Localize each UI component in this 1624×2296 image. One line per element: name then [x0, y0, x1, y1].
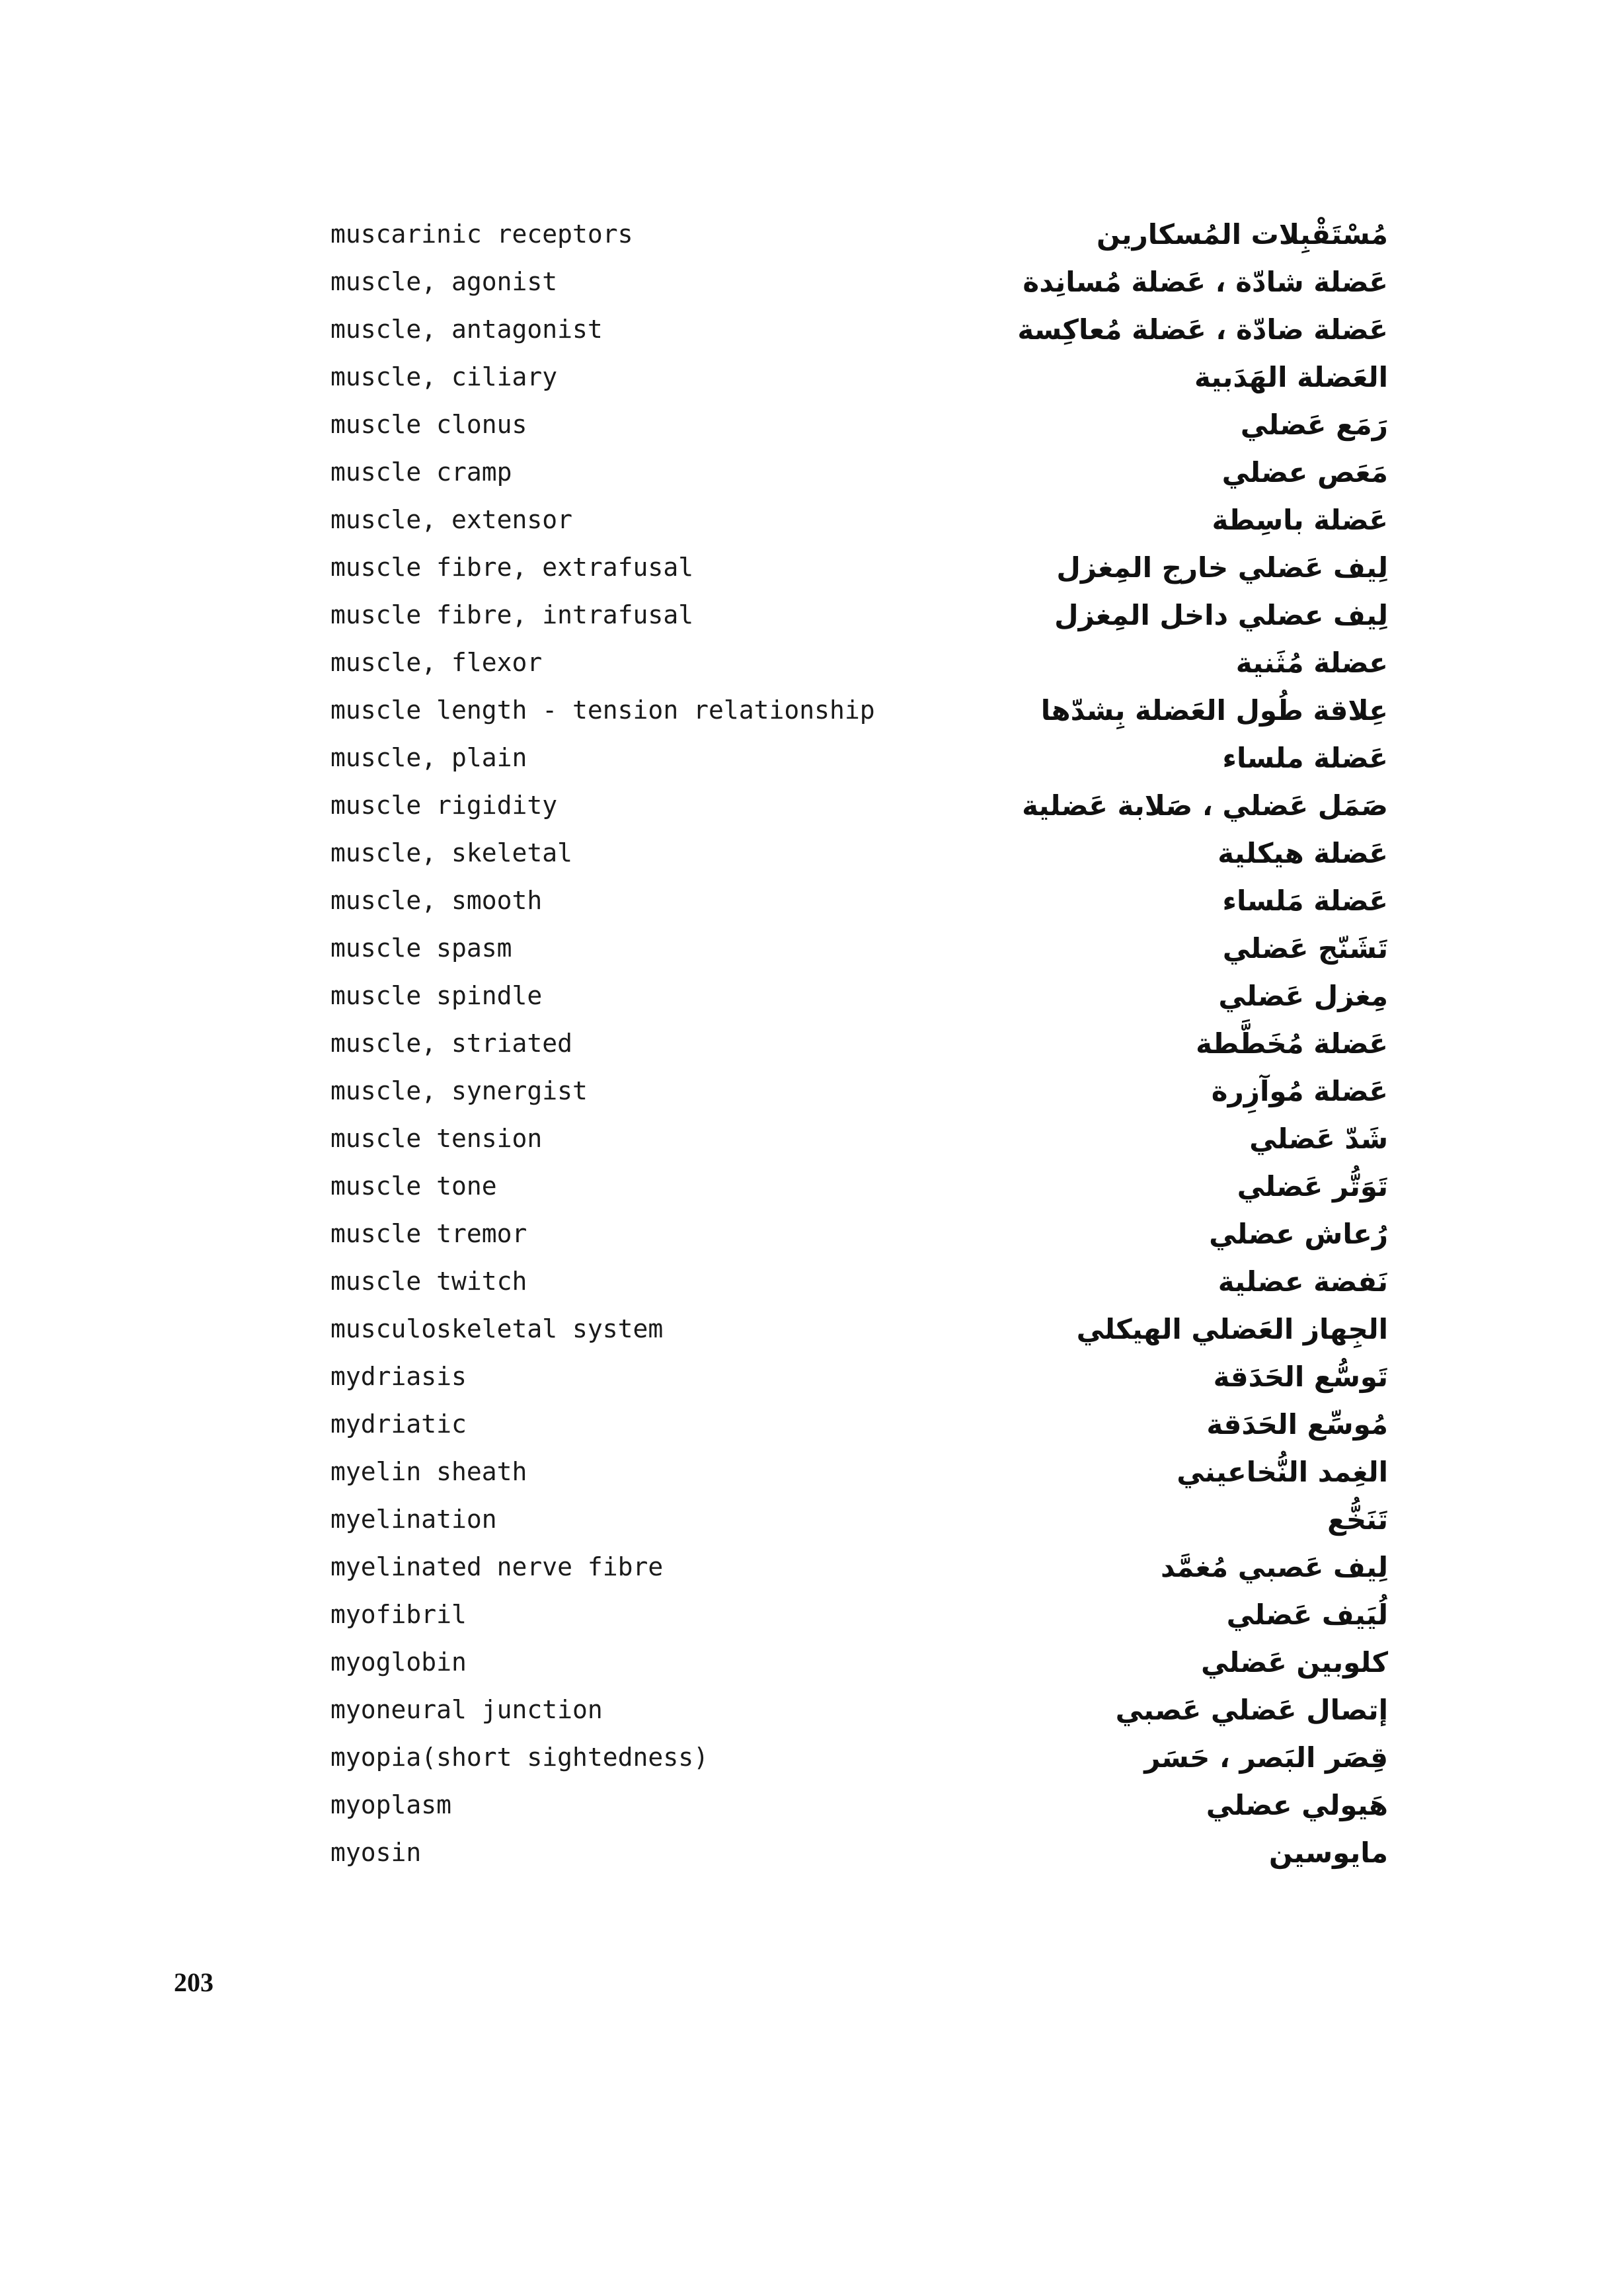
arabic-term: لِيف عضلي داخل المِغزل: [1054, 598, 1388, 631]
arabic-term: عضلة مُثَنية: [1235, 646, 1388, 679]
english-term: muscle clonus: [330, 410, 527, 439]
english-term: muscle, flexor: [330, 648, 543, 677]
glossary-entry: [330, 353, 1388, 401]
arabic-term: تَنَخُّع: [1327, 1503, 1388, 1536]
glossary-entry: [330, 1591, 1388, 1638]
english-term: muscle tone: [330, 1171, 497, 1201]
english-term: muscle, antagonist: [330, 315, 603, 344]
glossary-list: [330, 210, 1388, 1876]
glossary-entry: [330, 591, 1388, 639]
glossary-entry: [330, 924, 1388, 972]
english-term: muscle cramp: [330, 457, 512, 487]
english-term: muscle tension: [330, 1124, 543, 1153]
arabic-term: تَوَتُّر عَضلي: [1237, 1169, 1388, 1203]
arabic-term: مايوسين: [1268, 1836, 1388, 1869]
arabic-term: إتصال عَضلي عَصبي: [1115, 1693, 1388, 1726]
english-term: muscle fibre, extrafusal: [330, 553, 694, 582]
glossary-entry: [330, 829, 1388, 877]
glossary-entry: [330, 1495, 1388, 1543]
english-term: muscle spasm: [330, 933, 512, 963]
english-term: muscle, smooth: [330, 886, 543, 915]
arabic-term: رُعاش عضلي: [1209, 1217, 1388, 1250]
arabic-term: عَضلة مُخَطَّطة: [1196, 1027, 1388, 1060]
english-term: mydriatic: [330, 1409, 467, 1439]
english-term: myelination: [330, 1505, 497, 1534]
glossary-entry: [330, 877, 1388, 924]
english-term: muscle fibre, intrafusal: [330, 600, 694, 629]
english-term: myoglobin: [330, 1647, 467, 1677]
glossary-entry: [330, 1400, 1388, 1448]
arabic-term: مَعَص عضلي: [1221, 455, 1388, 489]
arabic-term: عِلاقة طُول العَضلة بِشدّها: [1040, 693, 1388, 727]
glossary-entry: [330, 781, 1388, 829]
english-term: myopia(short sightedness): [330, 1743, 709, 1772]
english-term: muscle rigidity: [330, 791, 558, 820]
english-term: myelinated nerve fibre: [330, 1552, 664, 1581]
arabic-term: صَمَل عَضلي ، صَلابة عَضلية: [1022, 789, 1388, 822]
arabic-term: لِيف عَصبي مُغمَّد: [1160, 1550, 1388, 1583]
arabic-term: مُسْتَقْبِلات المُسكارين: [1097, 218, 1388, 251]
arabic-term: الغِمد النُّخاعيني: [1177, 1455, 1388, 1488]
arabic-term: شَدّ عَضلي: [1249, 1122, 1388, 1155]
glossary-entry: [330, 1733, 1388, 1781]
glossary-entry: [330, 305, 1388, 353]
english-term: myelin sheath: [330, 1457, 527, 1486]
arabic-term: عَضلة شادّة ، عَضلة مُسانِدة: [1023, 265, 1388, 298]
english-term: musculoskeletal system: [330, 1314, 664, 1343]
glossary-entry: [330, 734, 1388, 781]
glossary-entry: [330, 496, 1388, 543]
glossary-entry: [330, 1115, 1388, 1162]
english-term: muscle, synergist: [330, 1076, 588, 1105]
arabic-term: لُيَيف عَضلي: [1226, 1598, 1388, 1631]
english-term: muscle, plain: [330, 743, 527, 772]
english-term: myoneural junction: [330, 1695, 603, 1724]
arabic-term: العَضلة الهَدَبية: [1194, 360, 1388, 393]
arabic-term: عَضلة ملساء: [1222, 741, 1388, 774]
glossary-entry: [330, 1781, 1388, 1829]
arabic-term: قِصَر البَصر ، حَسَر: [1144, 1741, 1388, 1774]
glossary-entry: [330, 1305, 1388, 1353]
arabic-term: عَضلة مُوآزِرة: [1211, 1074, 1388, 1107]
glossary-entry: [330, 972, 1388, 1019]
glossary-entry: [330, 1162, 1388, 1210]
glossary-entry: [330, 1210, 1388, 1257]
glossary-entry: [330, 258, 1388, 305]
glossary-entry: [330, 1353, 1388, 1400]
english-term: muscarinic receptors: [330, 219, 633, 249]
arabic-term: رَمَع عَضلي: [1240, 408, 1388, 441]
english-term: muscle twitch: [330, 1267, 527, 1296]
glossary-entry: [330, 1543, 1388, 1591]
english-term: muscle, striated: [330, 1029, 573, 1058]
arabic-term: كلوبين عَضلي: [1201, 1645, 1388, 1679]
arabic-term: عَضلة مَلساء: [1222, 884, 1388, 917]
english-term: muscle, ciliary: [330, 362, 558, 391]
glossary-entry: [330, 210, 1388, 258]
english-term: myoplasm: [330, 1790, 452, 1819]
arabic-term: هَيولي عضلي: [1206, 1788, 1388, 1821]
glossary-entry: [330, 1019, 1388, 1067]
english-term: muscle length - tension relationship: [330, 695, 875, 725]
english-term: muscle tremor: [330, 1219, 527, 1248]
english-term: myosin: [330, 1838, 422, 1867]
arabic-term: لِيف عَضلي خارج المِغزل: [1056, 551, 1388, 584]
arabic-term: تَوسُّع الحَدَقة: [1213, 1360, 1388, 1393]
glossary-entry: [330, 1257, 1388, 1305]
english-term: myofibril: [330, 1600, 467, 1629]
english-term: mydriasis: [330, 1362, 467, 1391]
glossary-entry: [330, 1638, 1388, 1686]
glossary-entry: [330, 1686, 1388, 1733]
glossary-entry: [330, 448, 1388, 496]
arabic-term: تَشَنّج عَضلي: [1222, 931, 1388, 965]
english-term: muscle spindle: [330, 981, 543, 1010]
glossary-entry: [330, 686, 1388, 734]
glossary-entry: [330, 1067, 1388, 1115]
arabic-term: الجِهاز العَضلي الهيكلي: [1076, 1312, 1388, 1345]
glossary-entry: [330, 1829, 1388, 1876]
page-number: 203: [174, 1967, 213, 1997]
arabic-term: عَضلة هيكلية: [1218, 836, 1388, 869]
english-term: muscle, skeletal: [330, 838, 573, 867]
english-term: muscle, extensor: [330, 505, 573, 534]
english-term: muscle, agonist: [330, 267, 558, 296]
glossary-entry: [330, 401, 1388, 448]
arabic-term: نَفضة عضلية: [1218, 1265, 1388, 1298]
arabic-term: عَضلة ضادّة ، عَضلة مُعاكِسة: [1017, 313, 1388, 346]
glossary-entry: [330, 639, 1388, 686]
glossary-entry: [330, 543, 1388, 591]
arabic-term: مُوسِّع الحَدَقة: [1206, 1407, 1388, 1441]
glossary-entry: [330, 1448, 1388, 1495]
arabic-term: مِغزل عَضلي: [1218, 979, 1388, 1012]
arabic-term: عَضلة باسِطة: [1212, 503, 1388, 536]
